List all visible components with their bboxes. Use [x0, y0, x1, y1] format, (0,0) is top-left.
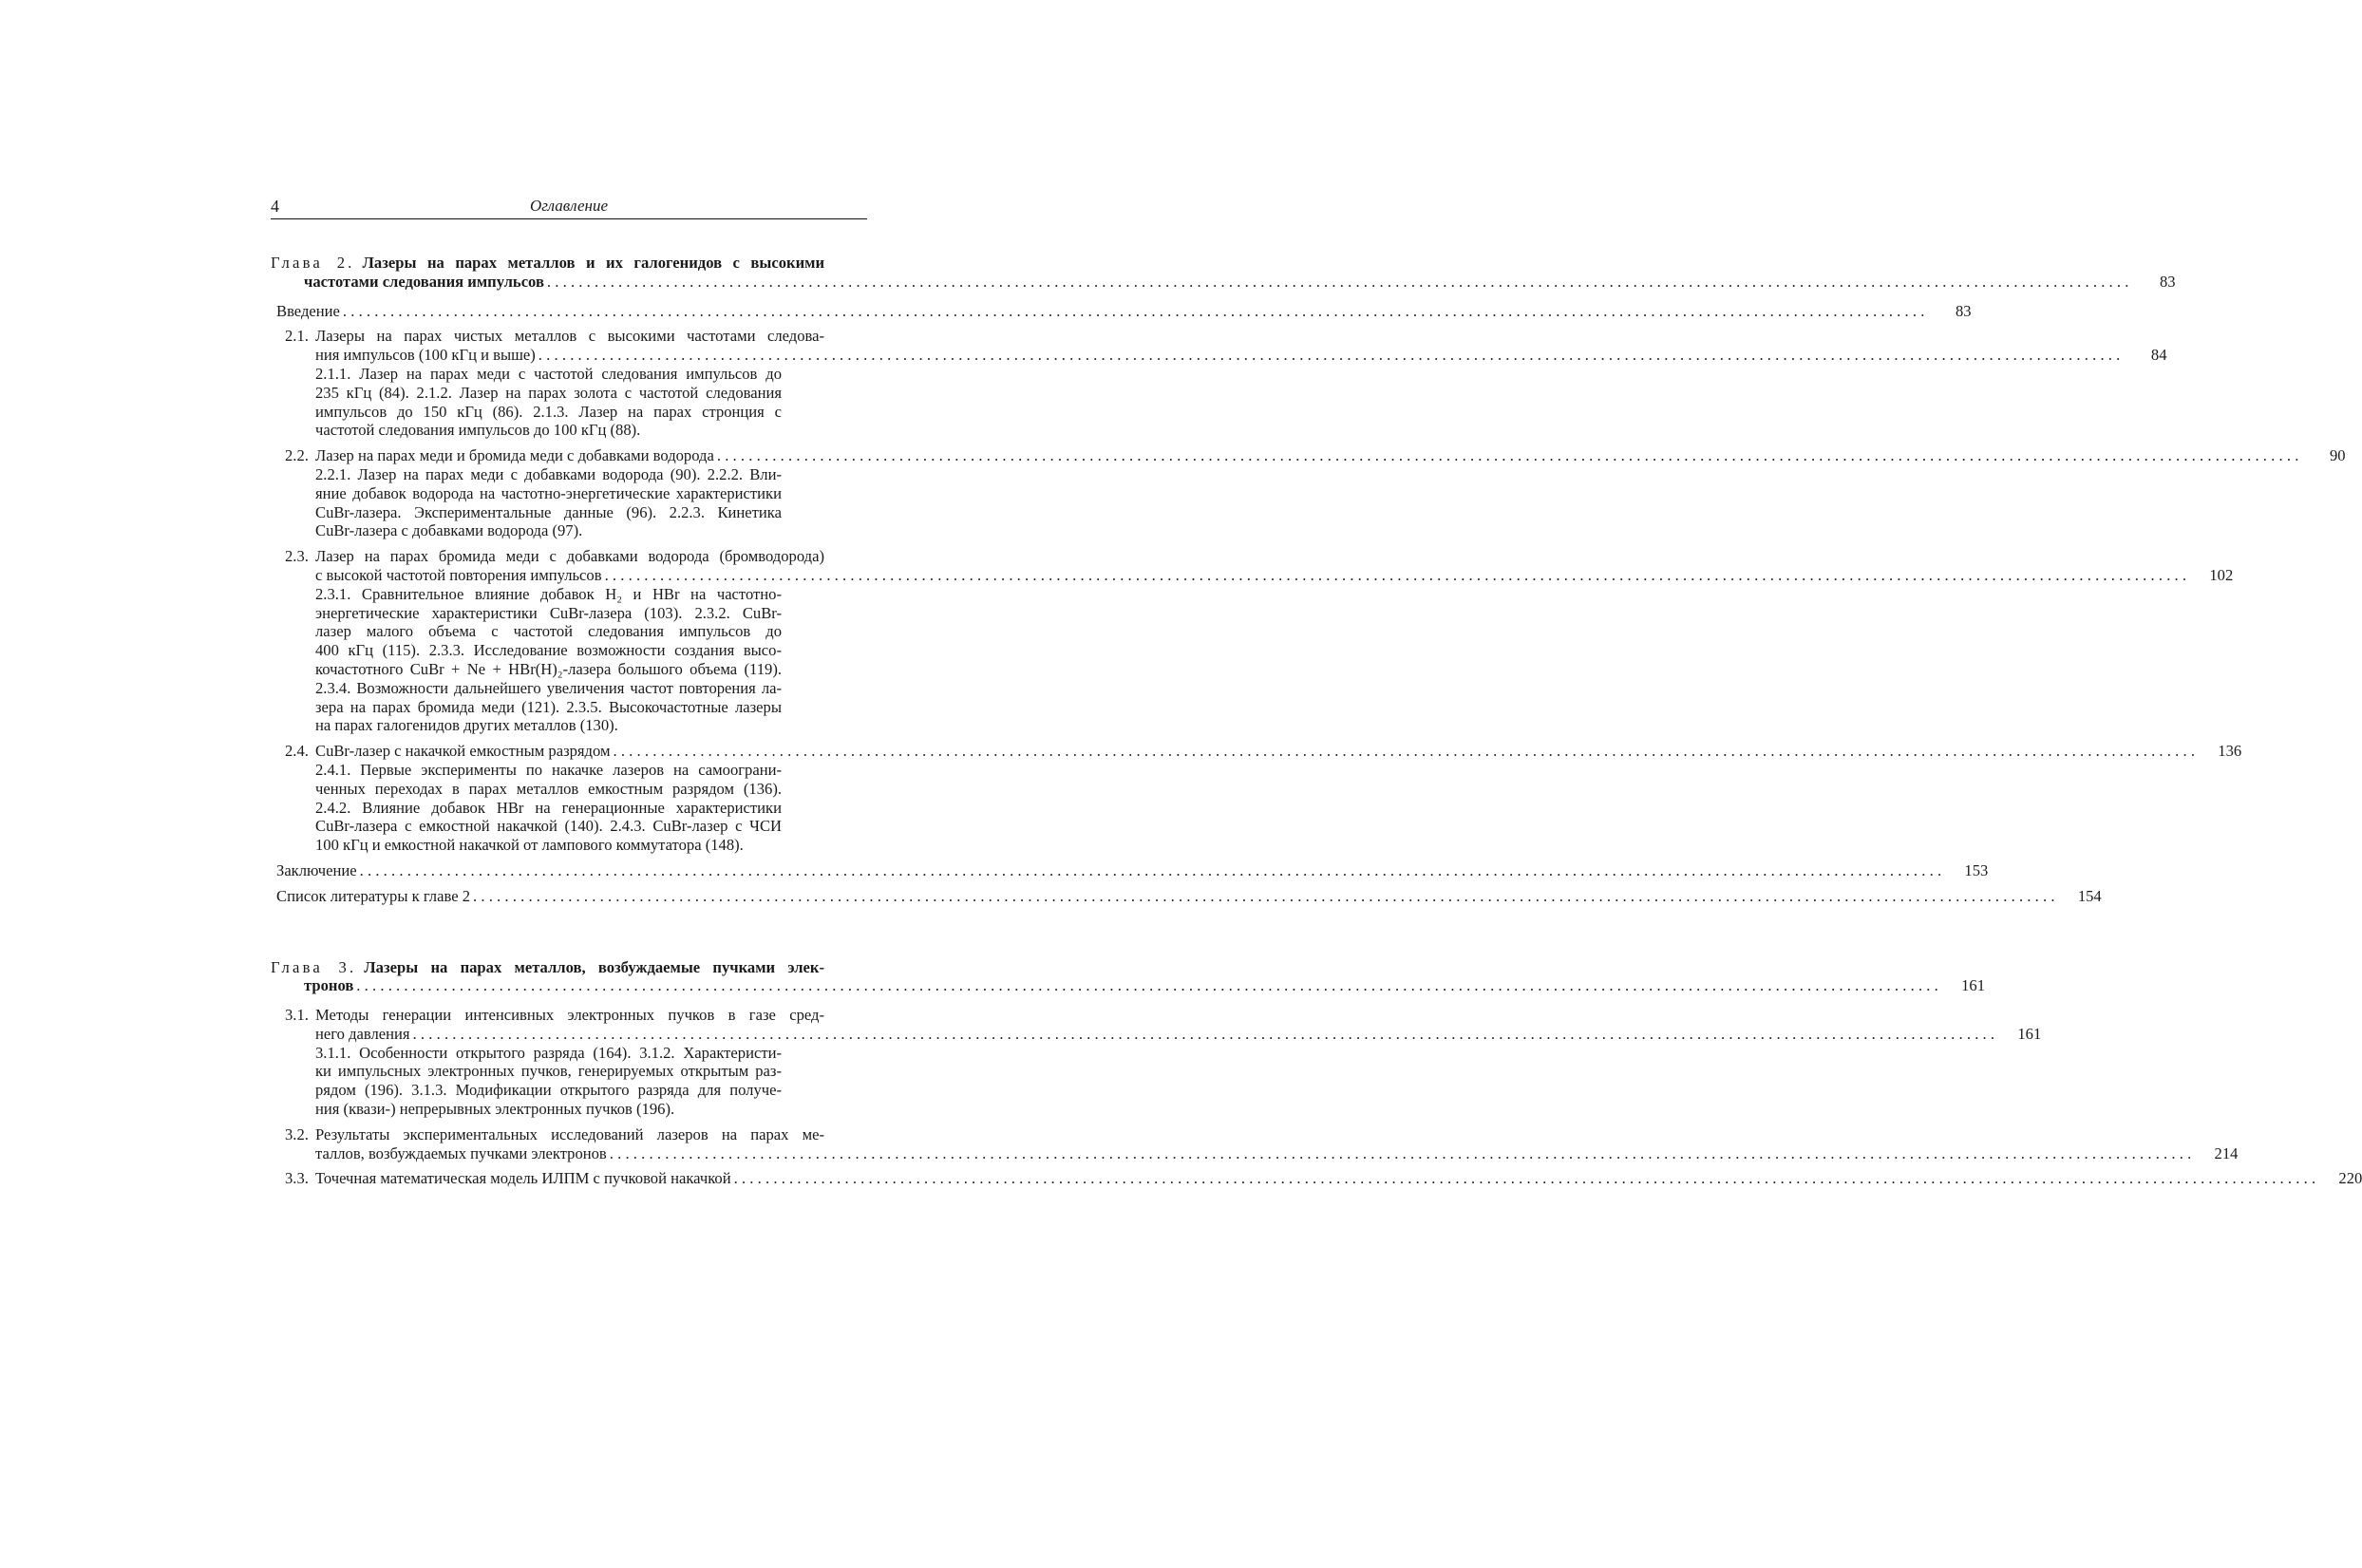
toc-title-line — [271, 254, 867, 273]
title-text: Методы генерации интенсивных электронных пучков в газе сред- — [315, 1006, 824, 1025]
page-ref[interactable]: 220 — [2338, 1169, 2362, 1188]
page-ref[interactable]: 83 — [1955, 301, 1972, 320]
leader-dots: ........................................................................................................................................................................................................ — [609, 1143, 2196, 1162]
subsection-text: CuBr-лазера с добавками водорода (97). — [315, 521, 583, 540]
subsection-line — [315, 641, 867, 660]
entry-title-text — [315, 327, 867, 346]
subsection-text: кочастотного CuBr + Ne + HBr(H)₂-лазера большого объема (119). — [315, 659, 782, 678]
toc-entry[interactable] — [271, 1006, 2042, 1119]
subsection-line — [315, 521, 867, 540]
title-text: с высокой частотой повторения импульсов — [315, 565, 602, 584]
leader-dots: ........................................................................................................................................................................................................ — [604, 565, 2191, 584]
page-ref[interactable]: 153 — [1964, 860, 1989, 879]
toc-chapter[interactable] — [271, 254, 2176, 292]
entry-title-text — [315, 1169, 731, 1188]
toc-entry[interactable] — [271, 327, 2167, 440]
toc-title-line — [276, 301, 1972, 321]
toc-title-line — [315, 346, 2167, 365]
subsection-text: на парах галогенидов других металлов (130). — [315, 716, 618, 735]
toc-entry[interactable] — [271, 860, 1989, 880]
entry-title-text — [315, 1006, 867, 1025]
subsection-text: энергетические характеристики CuBr-лазера (103). 2.3.2. CuBr- — [315, 603, 782, 622]
subsection-line — [315, 604, 867, 623]
title-text: Лазеры на парах металлов, возбуждаемые пучками элек- — [364, 957, 824, 976]
subsection-text: зера на парах бромида меди (121). 2.3.5. Высокочастотные лазеры — [315, 697, 782, 716]
subsection-text: ки импульсных электронных пучков, генерируемых открытым раз- — [315, 1062, 782, 1081]
subsection-text: 2.3.4. Возможности дальнейшего увеличения частот повторения ла- — [315, 678, 782, 697]
subsection-line — [315, 698, 867, 717]
page-ref[interactable]: 83 — [2160, 272, 2176, 291]
entry-title-text — [304, 273, 544, 292]
title-text: него давления — [315, 1024, 410, 1043]
title-text: Лазер на парах бромида меди с добавками водорода (бромводорода) — [315, 547, 824, 566]
subsection-line — [315, 679, 867, 698]
subsection-text: 2.1.1. Лазер на парах меди с частотой следования импульсов до — [315, 364, 782, 383]
subsection-text: 2.4.2. Влияние добавок HBr на генерационные характеристики — [315, 798, 782, 817]
section-number: 2.4. — [285, 742, 309, 761]
toc-title-line — [271, 958, 867, 977]
title-text: тронов — [304, 976, 354, 995]
toc-title-line — [315, 1125, 867, 1144]
subsection-line — [315, 817, 867, 836]
subsection-text: 100 кГц и емкостной накачкой от лампового коммутатора (148). — [315, 836, 744, 855]
section-number: 3.3. — [285, 1169, 309, 1188]
subsection-text: CuBr-лазера с емкостной накачкой (140). 2.4.3. CuBr-лазер с ЧСИ — [315, 817, 782, 836]
subsection-text: ния (квази-) непрерывных электронных пучков (196). — [315, 1100, 675, 1119]
toc-entry[interactable] — [271, 886, 2102, 906]
subsection-line — [315, 660, 867, 679]
subsection-text: рядом (196). 3.1.3. Модификации открытого разряда для получе- — [315, 1081, 782, 1100]
toc-title-line — [315, 1169, 2362, 1188]
title-text: Лазеры на парах чистых металлов с высокими частотами следова- — [315, 327, 824, 346]
toc-chapter[interactable] — [271, 957, 1985, 996]
section-number: 2.3. — [285, 547, 309, 566]
title-text: ния импульсов (100 кГц и выше) — [315, 346, 536, 365]
leader-dots: ........................................................................................................................................................................................................ — [716, 446, 2303, 465]
subsection-line — [315, 384, 867, 403]
subsection-list — [315, 365, 867, 440]
entry-title-text — [315, 566, 602, 585]
subsection-text: 235 кГц (84). 2.1.2. Лазер на парах золота с частотой следования — [315, 383, 782, 402]
toc-title-line — [315, 1024, 2042, 1044]
page-ref[interactable]: 161 — [2017, 1024, 2042, 1043]
subsection-line — [315, 1044, 867, 1063]
toc-title-line — [315, 1143, 2239, 1163]
page-ref[interactable]: 161 — [1961, 976, 1985, 995]
toc-title-line — [304, 272, 2176, 292]
subsection-line — [315, 503, 867, 522]
subsection-text: яние добавок водорода на частотно-энергетические характеристики — [315, 483, 782, 502]
subsection-line — [315, 1100, 867, 1119]
subsection-list — [315, 465, 867, 540]
entry-title-text — [315, 547, 867, 566]
toc-title-line — [276, 886, 2102, 906]
toc-title-line — [315, 547, 867, 566]
entry-title-text — [315, 446, 714, 465]
entry-title-text — [315, 1144, 607, 1163]
entry-title-text — [276, 302, 340, 321]
toc-entry[interactable] — [271, 1124, 2239, 1163]
title-text: Лазеры на парах металлов и их галогенидов с высокими — [362, 254, 824, 272]
title-text: Точечная математическая модель ИЛПМ с пучковой накачкой — [315, 1169, 731, 1188]
subsection-list — [315, 761, 867, 855]
subsection-line — [315, 780, 867, 799]
leader-dots: ........................................................................................................................................................................................................ — [546, 272, 2133, 291]
title-text: CuBr-лазер с накачкой емкостным разрядом — [315, 742, 611, 761]
subsection-line — [315, 421, 867, 440]
toc-title-line — [315, 327, 867, 346]
subsection-line — [315, 622, 867, 641]
leader-dots: ........................................................................................................................................................................................................ — [538, 346, 2125, 365]
subsection-line — [315, 799, 867, 818]
toc-title-line — [315, 1006, 867, 1025]
subsection-text: 3.1.1. Особенности открытого разряда (164). 3.1.2. Характеристи- — [315, 1043, 782, 1062]
subsection-list — [315, 1044, 867, 1119]
entry-title-text — [304, 976, 353, 995]
title-text: таллов, возбуждаемых пучками электронов — [315, 1143, 607, 1162]
leader-dots: ........................................................................................................................................................................................................ — [412, 1024, 1999, 1043]
entry-title-text — [276, 887, 470, 906]
subsection-text: ченных переходах в парах металлов емкостным разрядом (136). — [315, 779, 782, 798]
subsection-line — [315, 716, 867, 735]
title-text: Введение — [276, 301, 340, 320]
subsection-text: частотой следования импульсов до 100 кГц (88). — [315, 421, 641, 440]
toc-title-line — [276, 860, 1989, 880]
title-text: Заключение — [276, 860, 357, 879]
leader-dots: ........................................................................................................................................................................................................ — [473, 886, 2059, 905]
subsection-line — [315, 465, 867, 484]
toc-title-line — [315, 565, 2234, 585]
subsection-line — [315, 761, 867, 780]
table-of-contents — [271, 254, 2362, 1188]
subsection-text: CuBr-лазера. Экспериментальные данные (96). 2.2.3. Кинетика — [315, 502, 782, 521]
leader-dots: ........................................................................................................................................................................................................ — [342, 301, 1929, 320]
subsection-text: 2.2.1. Лазер на парах меди с добавками водорода (90). 2.2.2. Вли- — [315, 464, 782, 483]
title-text: Список литературы к главе 2 — [276, 886, 471, 905]
title-text: Результаты экспериментальных исследований лазеров на парах ме- — [315, 1124, 824, 1143]
toc-entry[interactable] — [271, 742, 2242, 855]
toc-entry[interactable] — [271, 301, 1972, 321]
chapter-label: Глава 3. — [271, 957, 357, 976]
subsection-line — [315, 365, 867, 384]
header-rule — [271, 218, 867, 219]
leader-dots: ........................................................................................................................................................................................................ — [733, 1169, 2320, 1188]
subsection-line — [315, 484, 867, 503]
section-number: 3.1. — [285, 1006, 309, 1025]
subsection-list — [315, 585, 867, 735]
subsection-line — [315, 403, 867, 422]
leader-dots: ........................................................................................................................................................................................................ — [359, 860, 1946, 879]
toc-title-line — [315, 742, 2242, 761]
page-ref[interactable]: 90 — [2329, 446, 2346, 465]
entry-title-text — [271, 958, 867, 977]
chapter-label: Глава 2. — [271, 254, 355, 272]
page-ref[interactable]: 154 — [2077, 886, 2102, 905]
entry-title-text — [271, 254, 867, 273]
toc-entry[interactable] — [271, 446, 2346, 540]
subsection-line — [315, 1062, 867, 1081]
subsection-text: импульсов до 150 кГц (86). 2.1.3. Лазер на парах стронция с — [315, 402, 782, 421]
toc-title-line — [304, 976, 1985, 995]
subsection-text: 2.4.1. Первые эксперименты по накачке лазеров на самоограни- — [315, 760, 782, 779]
page-ref[interactable]: 84 — [2150, 346, 2167, 365]
section-number: 3.2. — [285, 1124, 309, 1143]
subsection-text: 400 кГц (115). 2.3.3. Исследование возможности создания высо- — [315, 641, 782, 660]
leader-dots: ........................................................................................................................................................................................................ — [613, 742, 2200, 761]
page-ref[interactable]: 136 — [2218, 742, 2242, 761]
page-number: 4 — [271, 197, 279, 216]
section-number: 2.1. — [285, 327, 309, 346]
subsection-text: 2.3.1. Сравнительное влияние добавок H₂ и HBr на частотно- — [315, 584, 782, 603]
page-ref[interactable]: 214 — [2214, 1143, 2239, 1162]
subsection-text: лазер малого объема с частотой следования импульсов до — [315, 622, 782, 641]
subsection-line — [315, 1081, 867, 1100]
title-text: частотами следования импульсов — [304, 272, 544, 291]
page-ref[interactable]: 102 — [2209, 565, 2234, 584]
subsection-line — [315, 836, 867, 855]
toc-entry[interactable] — [271, 1169, 2362, 1188]
running-header-title: Оглавление — [529, 197, 609, 215]
title-text: Лазер на парах меди и бромида меди с добавками водорода — [315, 446, 714, 465]
toc-entry[interactable] — [271, 547, 2234, 735]
subsection-line — [315, 585, 867, 604]
entry-title-text — [315, 346, 536, 365]
leader-dots: ........................................................................................................................................................................................................ — [356, 976, 1942, 995]
entry-title-text — [315, 742, 610, 761]
entry-title-text — [315, 1125, 867, 1144]
toc-title-line — [315, 446, 2346, 465]
section-number: 2.2. — [285, 446, 309, 465]
entry-title-text — [315, 1025, 410, 1044]
entry-title-text — [276, 861, 357, 880]
